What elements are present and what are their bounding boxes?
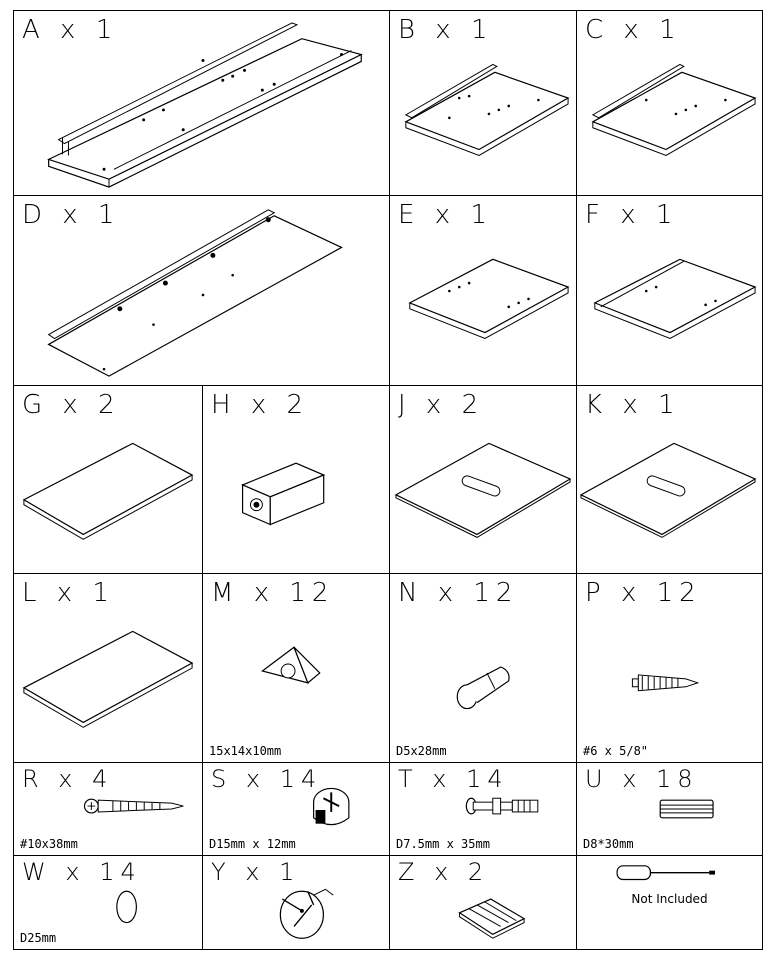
tool-cell: [576, 855, 763, 950]
part-G-label: G x 2: [22, 390, 121, 420]
part-W-label: W x 14: [22, 858, 142, 886]
not-included-note: Not Included: [631, 892, 708, 906]
screw-p-icon: [577, 574, 762, 762]
part-H-label: H x 2: [211, 390, 310, 420]
panel-b-icon: [390, 11, 576, 195]
part-N-label: N x 12: [398, 578, 519, 608]
corner-block-m-icon: [203, 574, 389, 762]
part-R-label: R x 4: [22, 765, 114, 793]
part-L-label: L x 1: [22, 578, 115, 608]
part-J-label: J x 2: [398, 390, 485, 420]
part-U-label: U x 18: [585, 765, 699, 793]
part-A-label: A x 1: [22, 15, 119, 45]
part-P-label: P x 12: [585, 578, 702, 608]
part-U-dimension: D8*30mm: [583, 837, 634, 851]
part-W-dimension: D25mm: [20, 931, 57, 945]
part-P-cell: [576, 573, 763, 763]
parts-list-sheet: [13, 10, 763, 950]
part-J-cell: [389, 385, 577, 574]
part-T-cell: [389, 762, 577, 856]
part-N-cell: [389, 573, 577, 763]
part-B-label: B x 1: [398, 15, 494, 45]
shelf-pin-n-icon: [390, 574, 576, 762]
part-S-cell: [202, 762, 390, 856]
part-T-dimension: D7.5mm x 35mm: [396, 837, 490, 851]
part-Z-label: Z x 2: [398, 858, 490, 886]
part-G-cell: [13, 385, 203, 574]
part-C-label: C x 1: [585, 15, 682, 45]
board-j-icon: [390, 386, 576, 573]
part-S-label: S x 14: [211, 765, 323, 793]
panel-c-icon: [577, 11, 762, 195]
part-K-cell: [576, 385, 763, 574]
part-H-cell: [202, 385, 390, 574]
board-k-icon: [577, 386, 762, 573]
part-S-dimension: D15mm x 12mm: [209, 837, 296, 851]
part-P-dimension: #6 x 5/8": [583, 744, 649, 758]
shim-z-icon: [390, 856, 576, 949]
part-M-dimension: 15x14x10mm: [209, 744, 282, 758]
part-U-cell: [576, 762, 763, 856]
part-R-dimension: #10x38mm: [20, 837, 78, 851]
block-h-icon: [203, 386, 389, 573]
part-Y-label: Y x 1: [211, 858, 301, 886]
part-R-cell: [13, 762, 203, 856]
part-B-cell: [389, 10, 577, 196]
part-M-label: M x 12: [211, 578, 335, 608]
part-T-label: T x 14: [398, 765, 509, 793]
shelf-g-icon: [14, 386, 202, 573]
part-L-cell: [13, 573, 203, 763]
anti-tip-kit-y-icon: [203, 856, 389, 949]
long-panel-d-icon: [14, 196, 389, 385]
part-F-cell: [576, 195, 763, 386]
part-Y-cell: [202, 855, 390, 950]
part-E-cell: [389, 195, 577, 386]
part-F-label: F x 1: [585, 200, 679, 230]
part-D-label: D x 1: [22, 200, 121, 230]
part-M-cell: [202, 573, 390, 763]
long-panel-icon: [14, 11, 389, 195]
panel-f-icon: [577, 196, 762, 385]
part-D-cell: [13, 195, 390, 386]
part-E-label: E x 1: [398, 200, 493, 230]
shelf-l-icon: [14, 574, 202, 762]
part-N-dimension: D5x28mm: [396, 744, 447, 758]
part-Z-cell: [389, 855, 577, 950]
part-A-cell: [13, 10, 390, 196]
part-C-cell: [576, 10, 763, 196]
part-W-cell: [13, 855, 203, 950]
panel-e-icon: [390, 196, 576, 385]
part-K-label: K x 1: [585, 390, 681, 420]
